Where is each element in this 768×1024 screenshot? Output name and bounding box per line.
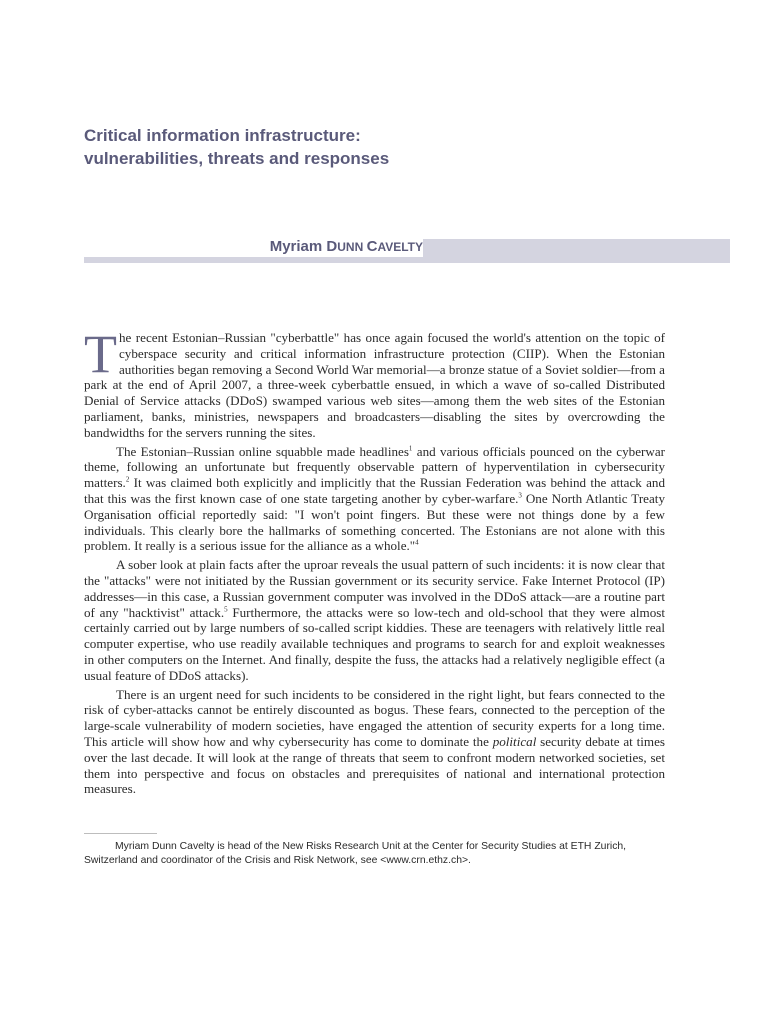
paragraph-2-text-c: It was claimed both explicitly and implicitly that the Russian Federation was behind the attack and that this was the first known case of one state targeting another by cyber-warfare.	[84, 475, 665, 506]
author-first-name: Myriam	[269, 238, 327, 255]
author-band	[84, 237, 730, 263]
author-last-rest-2: AVELTY	[377, 240, 423, 254]
paragraph-1-text: he recent Estonian–Russian "cyberbattle" has once again focused the world's attention on the topic of cyberspace security and critical information infrastructure protection (CIIP). When the Estonian authorities began removing a Second World War memorial—a bronze statue of a Soviet soldier—from a park at the end of April 2007, a three-week cyberbattle ensued, in which a wave of so-called Distributed Denial of Service attacks (DDoS) swamped various web sites—among them the web sites of the Estonian parliament, banks, ministries, newspapers and broadcasters—disabling the sites by overcrowding the bandwidths for the servers running the sites.	[84, 330, 665, 440]
author-band-rule	[84, 257, 730, 263]
paragraph-2	[84, 444, 665, 555]
author-last-cap-1: D	[326, 238, 338, 255]
paragraph-3-text-a: A sober look at plain facts after the uproar reveals the usual pattern of such incidents: it is now clear that the "attacks" were not initiated by the Russian government or its security service. Fake Internet Protocol (IP) addresses—in this case, a Russian government computer was involved in the DDoS attack—are a routine part of any "hacktivist" attack.	[84, 557, 665, 620]
paragraph-4	[84, 687, 665, 798]
paragraph-2-text-d: One North Atlantic Treaty Organisation official reportedly said: "I won't point fingers. But these were not things done by a few individuals. This clearly bore the hallmarks of something concerted. The Estonians are not alone with this problem. It really is a serious issue for the alliance as a whole."	[84, 490, 665, 554]
title-line-1: Critical information infrastructure:	[84, 126, 361, 145]
paragraph-2-text-a: The Estonian–Russian online squabble made headlines	[116, 443, 409, 459]
footnote-ref-2: 2	[125, 475, 130, 484]
paragraph-3	[84, 557, 665, 683]
footnote-ref-5: 5	[224, 605, 228, 614]
footnote-separator	[84, 833, 157, 834]
footnote-line-1: Myriam Dunn Cavelty is head of the New Risks Research Unit at the Center for Security Studies at ETH Zurich,	[115, 841, 627, 852]
footnote-ref-3: 3	[518, 491, 522, 500]
paragraph-2-text-b: and various officials pounced on the cyberwar theme, following an unfortunate but frequently observable pattern of hyperventilation in cybersecurity matters.	[84, 443, 665, 491]
paragraph-4-italic: political	[492, 733, 537, 749]
author-footnote	[84, 840, 665, 868]
article-body	[84, 324, 665, 800]
author-name	[84, 237, 423, 257]
drop-cap: T	[84, 324, 117, 384]
footnote-ref-1: 1	[408, 444, 413, 453]
article-title	[84, 124, 684, 170]
footnote-ref-4: 4	[415, 539, 419, 547]
title-line-2: vulnerabilities, threats and responses	[84, 149, 390, 168]
author-last-cap-2: C	[366, 238, 378, 255]
paragraph-4-text-b: security debate at times over the last decade. It will look at the range of threats that seem to confront modern networked societies, set them into perspective and focus on obstacles and prerequisites of national and international protection measures.	[84, 733, 665, 797]
author-last-rest-1: UNN	[337, 240, 367, 254]
footnote-line-2: Switzerland and coordinator of the Crisis and Risk Network, see <www.crn.ethz.ch>.	[84, 855, 471, 866]
paragraph-1	[84, 324, 665, 441]
paragraph-3-text-b: Furthermore, the attacks were so low-tech and old-school that they were almost certainly carried out by large numbers of so-called script kiddies. These are teenagers with relatively little real computer expertise, who use readily available techniques and programs to search for and exploit weaknesses in other computers on the Internet. And finally, despite the fuss, the attacks had a relatively negligible effect (a usual feature of DDoS attacks).	[84, 604, 665, 683]
paragraph-4-text-a: There is an urgent need for such incidents to be considered in the right light, but fears connected to the risk of cyber-attacks cannot be entirely discounted as bogus. These fears, connected to the perception of the large-scale vulnerability of modern societies, have engaged the attention of security experts for a long time. This article will show how and why cybersecurity has come to dominate the	[84, 686, 665, 749]
